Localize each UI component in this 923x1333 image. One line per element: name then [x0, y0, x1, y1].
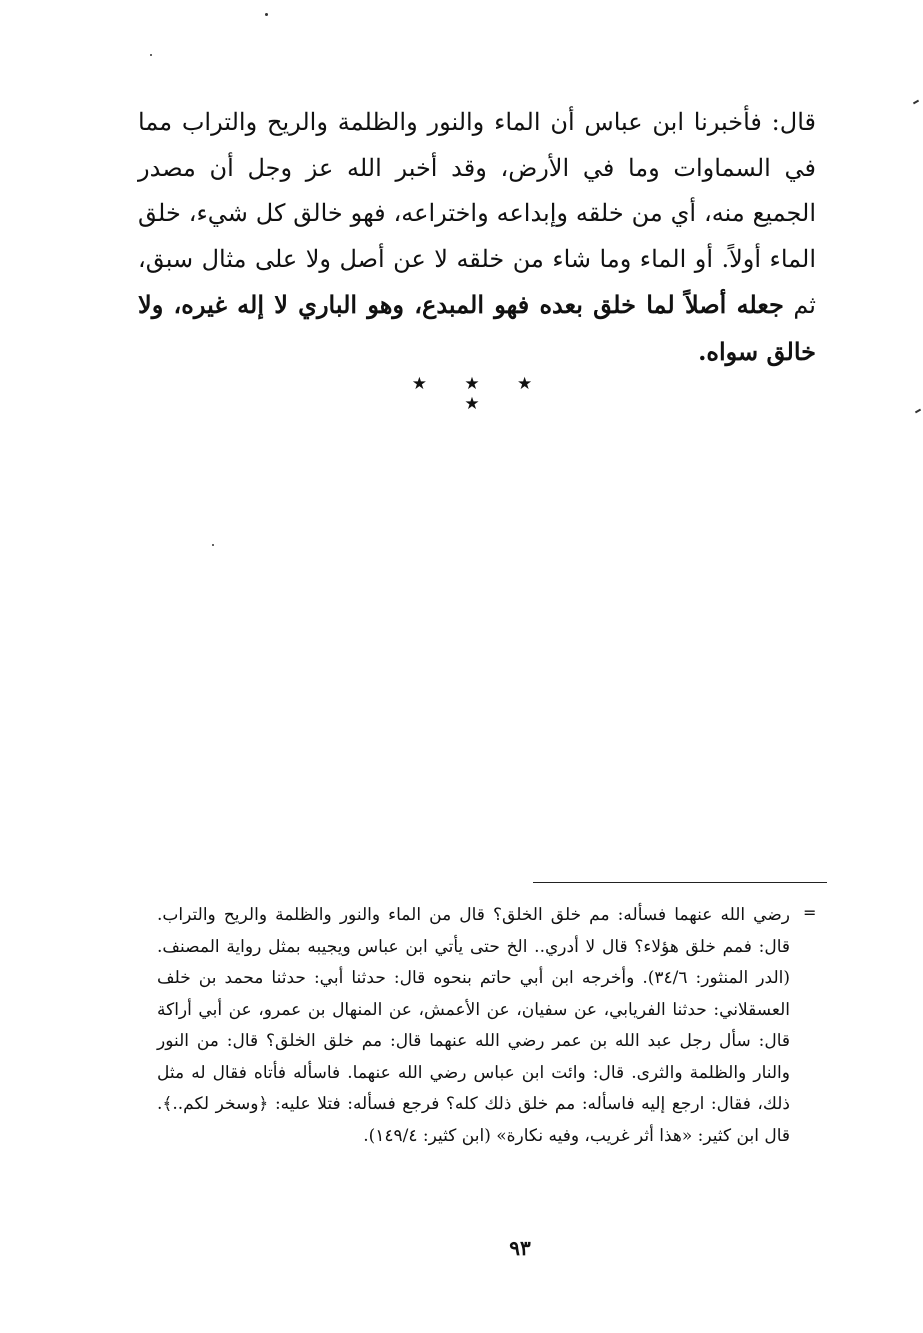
section-separator-stars: ★ ★ ★ ★: [411, 374, 549, 414]
footnote: [157, 900, 790, 1152]
scan-speck: [265, 13, 268, 16]
main-text: [138, 100, 816, 375]
page-number: ٩٣: [509, 1236, 531, 1260]
main-paragraph: [138, 100, 816, 375]
footnote-text: رضي الله عنهما فسأله: مم خلق الخلق؟ قال من الماء والنور والظلمة والريح والتراب. قال: فمم خلق هؤلاء؟ قال لا أدري.. الخ حتى يأتي ابن عباس ويجيبه بمثل رواية المصنف. (الدر المنثور: ٣٤/٦). وأخرجه ابن أبي حاتم بنحوه قال: حدثنا أبي: حدثنا محمد بن خلف العسقلاني: حدثنا الفريابي، عن سفيان، عن الأعمش، عن المنهال بن عمرو، عن أبي أراكة قال: سأل رجل عبد الله بن عمر رضي الله عنهما قال: مم خلق الخلق؟ قال: من النور والنار والظلمة والثرى. قال: وائت ابن عباس رضي الله عنهما. فاسأله فأتاه فقال له مثل ذلك، فقال: ارجع إليه فاسأله: مم خلق ذلك كله؟ فرجع فسأله: فتلا عليه: ﴿وسخر لكم..﴾. قال ابن كثير: «هذا أثر غريب، وفيه نكارة» (ابن كثير: ١٤٩/٤).: [157, 905, 790, 1146]
footnote-divider: [533, 882, 827, 883]
main-paragraph-body: قال: فأخبرنا ابن عباس أن الماء والنور والظلمة والريح والتراب مما في السماوات وما في الأرض، وقد أخبر الله عز وجل أن مصدر الجميع منه، أي من خلقه وإبداعه واختراعه، فهو خالق كل شيء، خلق الماء أولاً. أو الماء وما شاء من خلقه لا عن أصل ولا على مثال سبق، ثم: [138, 108, 816, 319]
scan-edge-mark: [915, 409, 921, 414]
footnote-continuation-mark: =: [803, 903, 817, 922]
scan-speck: [150, 54, 152, 56]
scan-edge-mark: [913, 100, 919, 105]
main-paragraph-emphasis: جعله أصلاً لما خلق بعده فهو المبدع، وهو الباري لا إله غيره، ولا خالق سواه.: [138, 290, 816, 366]
scan-speck: [212, 544, 214, 546]
